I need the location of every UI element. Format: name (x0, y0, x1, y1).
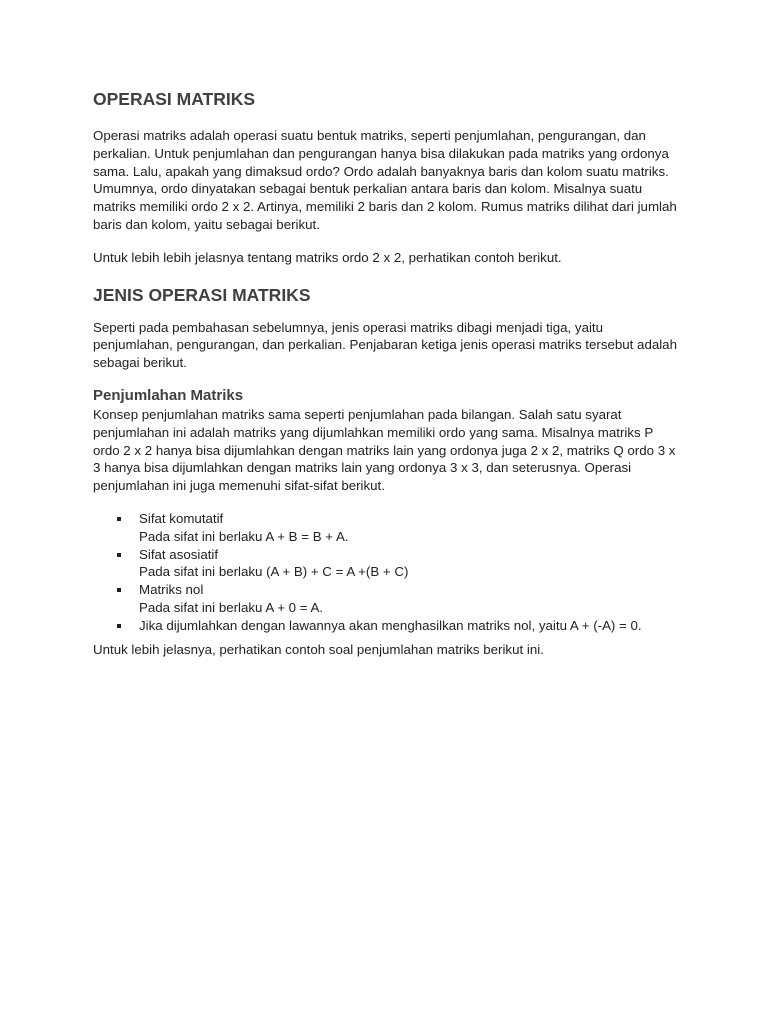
paragraph-jenis-operasi: Seperti pada pembahasan sebelumnya, jenis operasi matriks dibagi menjadi tiga, yaitu penjumlahan, pengurangan, dan perkalian. Penjabaran ketiga jenis operasi matriks tersebut adalah sebagai berikut. (93, 319, 677, 371)
paragraph-contoh-ordo: Untuk lebih lebih jelasnya tentang matriks ordo 2 x 2, perhatikan contoh berikut. (93, 249, 562, 265)
list-item-detail: Pada sifat ini berlaku (A + B) + C = A +(B + C) (139, 564, 409, 580)
square-bullet-icon (117, 588, 121, 592)
paragraph-closing: Untuk lebih jelasnya, perhatikan contoh soal penjumlahan matriks berikut ini. (93, 641, 544, 657)
paragraph-operasi-matriks: Operasi matriks adalah operasi suatu bentuk matriks, seperti penjumlahan, pengurangan, dan perkalian. Untuk penjumlahan dan pengurangan hanya bisa dilakukan pada matriks yang ordonya sama. Lalu, apakah yang dimaksud ordo? Ordo adalah banyaknya baris dan kolom suatu matriks. Umumnya, ordo dinyatakan sebagai bentuk perkalian antara baris dan kolom. Misalnya suatu matriks memiliki ordo 2 x 2. Artinya, memiliki 2 baris dan 2 kolom. Rumus matriks dilihat dari jumlah baris dan kolom, yaitu sebagai berikut. (93, 128, 677, 232)
subsection-title-penjumlahan: Penjumlahan Matriks (93, 386, 244, 404)
section-title-jenis-operasi: JENIS OPERASI MATRIKS (93, 284, 311, 305)
square-bullet-icon (117, 553, 121, 557)
list-item (139, 546, 683, 582)
list-item (139, 581, 683, 617)
square-bullet-icon (117, 517, 121, 521)
list-item-title: Matriks nol (139, 582, 204, 598)
list-item-title: Sifat asosiatif (139, 546, 219, 562)
list-item (139, 510, 683, 546)
sifat-list (93, 510, 683, 635)
list-item-detail: Pada sifat ini berlaku A + B = B + A. (139, 528, 349, 544)
list-item-title: Sifat komutatif (139, 510, 224, 526)
list-item-title: Jika dijumlahkan dengan lawannya akan menghasilkan matriks nol, yaitu A + (-A) = 0. (139, 617, 642, 633)
list-item (139, 617, 683, 635)
section-title-operasi-matriks: OPERASI MATRIKS (93, 89, 256, 109)
square-bullet-icon (117, 624, 121, 628)
document-page (93, 88, 683, 658)
paragraph-penjumlahan: Konsep penjumlahan matriks sama seperti penjumlahan pada bilangan. Salah satu syarat penjumlahan ini adalah matriks yang dijumlahkan memiliki ordo yang sama. Misalnya matriks P ordo 2 x 2 hanya bisa dijumlahkan dengan matriks lain yang ordonya juga 2 x 2, matriks Q ordo 3 x 3 hanya bisa dijumlahkan dengan matriks lain yang ordonya 3 x 3, dan seterusnya. Operasi penjumlahan ini juga memenuhi sifat-sifat berikut. (93, 406, 676, 494)
list-item-detail: Pada sifat ini berlaku A + 0 = A. (139, 599, 324, 615)
